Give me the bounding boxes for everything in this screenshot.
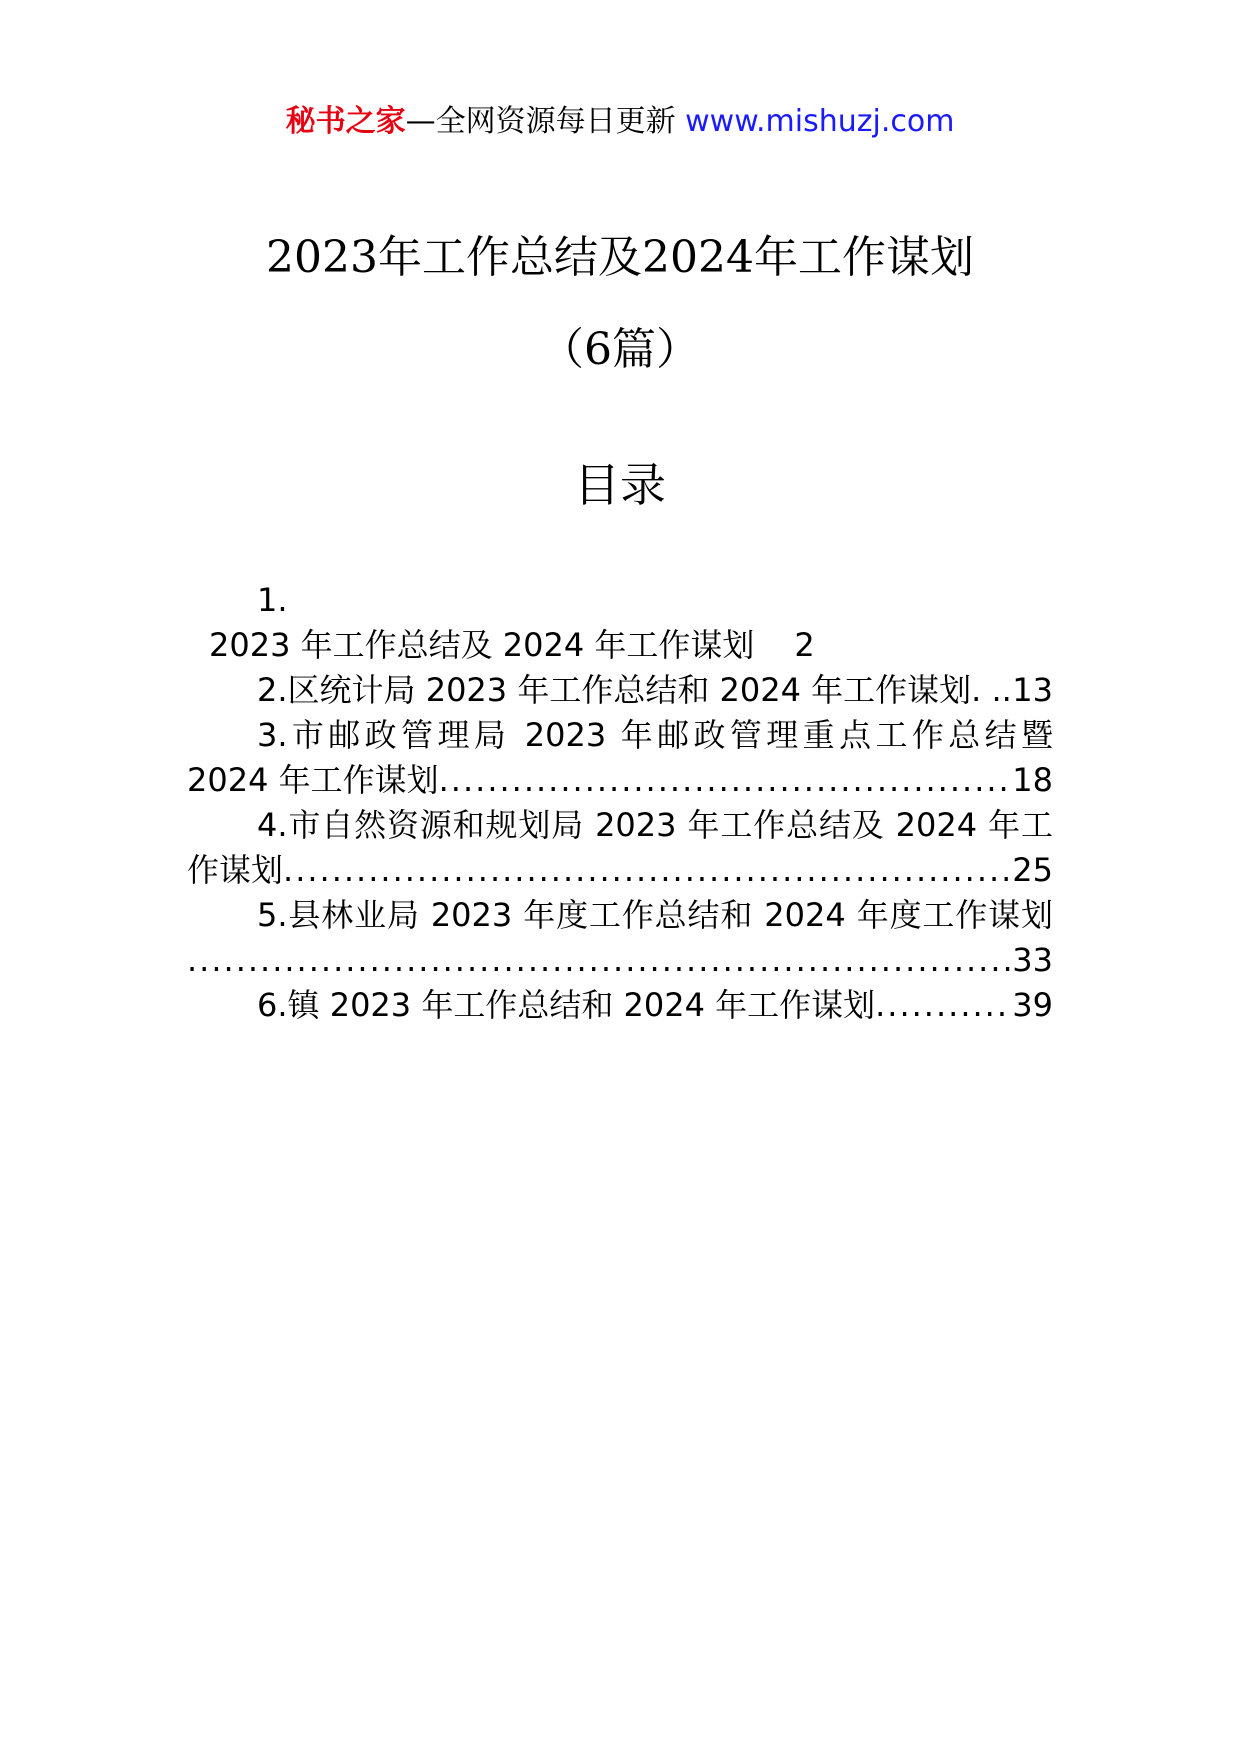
toc-leader-dots: [187, 938, 1012, 983]
toc-entry-page: 39: [1012, 986, 1053, 1024]
toc-entry-title: 2023 年工作总结及 2024 年工作谋划: [209, 626, 755, 664]
toc-entry-1-number[interactable]: [187, 578, 1053, 623]
document-title: 2023年工作总结及2024年工作谋划: [266, 232, 974, 283]
toc-entry-title: 4.市自然资源和规划局 2023 年工作总结及 2024 年工: [257, 806, 1053, 844]
table-of-contents: [187, 578, 1053, 1028]
toc-entry-title: 5.县林业局 2023 年度工作总结和 2024 年度工作谋划: [257, 896, 1053, 934]
toc-entry-5-line2[interactable]: [187, 938, 1053, 983]
toc-entry-page: 2: [794, 626, 815, 664]
toc-entry-3-line1[interactable]: [187, 713, 1053, 758]
site-banner: [0, 102, 1240, 142]
toc-entry-title: 6.镇 2023 年工作总结和 2024 年工作谋划: [257, 986, 876, 1024]
brand-name: 秘书之家: [285, 104, 406, 139]
toc-entry-title: 3.市邮政管理局 2023 年邮政管理重点工作总结暨: [257, 716, 1053, 754]
toc-entry-title-cont: 作谋划: [187, 851, 284, 889]
document-count: （6篇）: [540, 324, 700, 375]
toc-entry-page: 18: [1012, 761, 1053, 799]
toc-entry-title-cont: 2024 年工作谋划: [187, 761, 439, 799]
toc-leader-dots: [283, 848, 1012, 893]
toc-leader-dots: [875, 983, 1012, 1028]
toc-leader-dots: [439, 758, 1013, 803]
toc-entry-page: 13: [1012, 671, 1053, 709]
toc-entry-3-line2[interactable]: [187, 758, 1053, 803]
toc-entry-4-line1[interactable]: [187, 803, 1053, 848]
toc-entry-number: 1.: [257, 581, 288, 619]
toc-entry-page: 25: [1012, 851, 1053, 889]
toc-entry-5-line1[interactable]: [187, 893, 1053, 938]
toc-entry-title: 2.区统计局 2023 年工作总结和 2024 年工作谋划. .: [257, 671, 1002, 709]
toc-entry-4-line2[interactable]: [187, 848, 1053, 893]
banner-slogan: —全网资源每日更新: [405, 104, 676, 139]
toc-entry-page: 33: [1012, 941, 1053, 979]
toc-entry-6[interactable]: [187, 983, 1053, 1028]
toc-entry-2[interactable]: [187, 668, 1053, 713]
toc-heading: 目录: [574, 458, 666, 512]
toc-leader-dots: [1002, 668, 1013, 713]
toc-entry-1[interactable]: [187, 623, 1053, 668]
site-url-link[interactable]: www.mishuzj.com: [685, 104, 955, 139]
